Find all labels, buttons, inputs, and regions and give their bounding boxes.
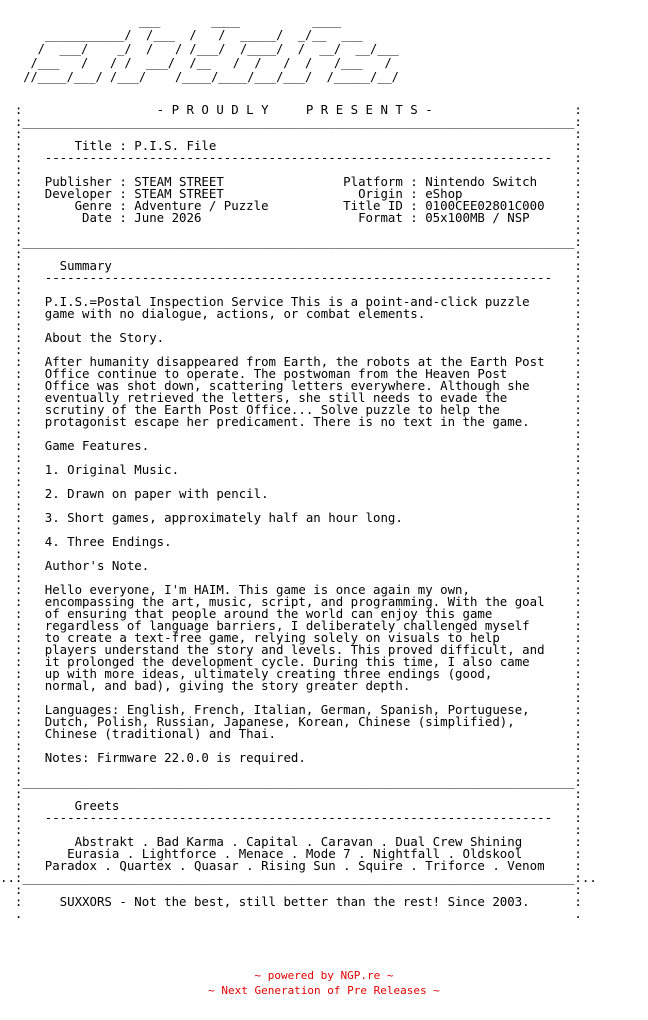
footer	[0, 968, 648, 998]
group-logo-ascii-art: ___ ____ ____ ___________/ /___ / / _____/ _/__ ___ / ___/ _/ / / /___/ /____/ / __/ __/___ /___ / / / ___/ /__ / / / / /___ / //____/___/ /___/ /____/____/___/___/ /_____/__/	[23, 14, 399, 84]
footer-tagline: ~ Next Generation of Pre Releases ~	[208, 984, 440, 997]
nfo-body: : - P R O U D L Y P R E S E N T S - : :__________________________________________________________________________: : : : Title : P.I.S. File : : -------------------------------------------------------------------- : : : : Publisher : STEAM STREET Platform : Nintendo Switch : : Developer : STEAM STREET Origin : eShop : : Genre : Adventure / Puzzle Title ID : 0100CEE02801C000 : : Date : June 2026 Format : 05x100MB / NSP : : : :__________________________________________________________________________: : : : Summary : : -------------------------------------------------------------------- : : : : P.I.S.=Postal Inspection Service This is a point-and-click puzzle : : game with no dialogue, actions, or combat elements. : : : : About the Story. : : : : After humanity disappeared from Earth, the robots at the Earth Post : : Office continue to operate. The postwoman from the Heaven Post : : Office was shot down, scattering letters everywhere. Although she : : eventually retrieved the letters, she still needs to evade the : : scrutiny of the Earth Post Office... Solve puzzle to help the : : protagonist escape her predicament. There is no text in the game. : : : : Game Features. : : : : 1. Original Music. : : : : 2. Drawn on paper with pencil. : : : : 3. Short games, approximately half an hour long. : : : : 4. Three Endings. : : : : Author's Note. : : : : Hello everyone, I'm HAIM. This game is once again my own, : : encompassing the art, music, script, and programming. With the goal : : of ensuring that people around the world can enjoy this game : : regardless of language barriers, I deliberately challenged myself : : to create a text-free game, relying solely on visuals to help : : players understand the story and levels. This proved difficult, and : : it prolonged the development cycle. During this time, I also came : : up with more ideas, ultimately creating three endings (good, : : normal, and bad), giving the story greater depth. : : : : Languages: English, French, Italian, German, Spanish, Portuguese, : : Dutch, Polish, Russian, Japanese, Korean, Chinese (simplified), : : Chinese (traditional) and Thai. : : : : Notes: Firmware 22.0.0 is required. : : : :__________________________________________________________________________: : : : Greets : : -------------------------------------------------------------------- : : : : Abstrakt . Bad Karma . Capital . Caravan . Dual Crew Shining : : Eurasia . Lightforce . Menace . Mode 7 . Nightfall . Oldskool : : Paradox . Quartex . Quasar . Rising Sun . Squire . Triforce . Venom : ..:__________________________________________________________________________:.. : : : SUXXORS - Not the best, still better than the rest! Since 2003. : . .	[0, 102, 597, 921]
footer-powered-by[interactable]: ~ powered by NGP.re ~	[254, 969, 394, 982]
